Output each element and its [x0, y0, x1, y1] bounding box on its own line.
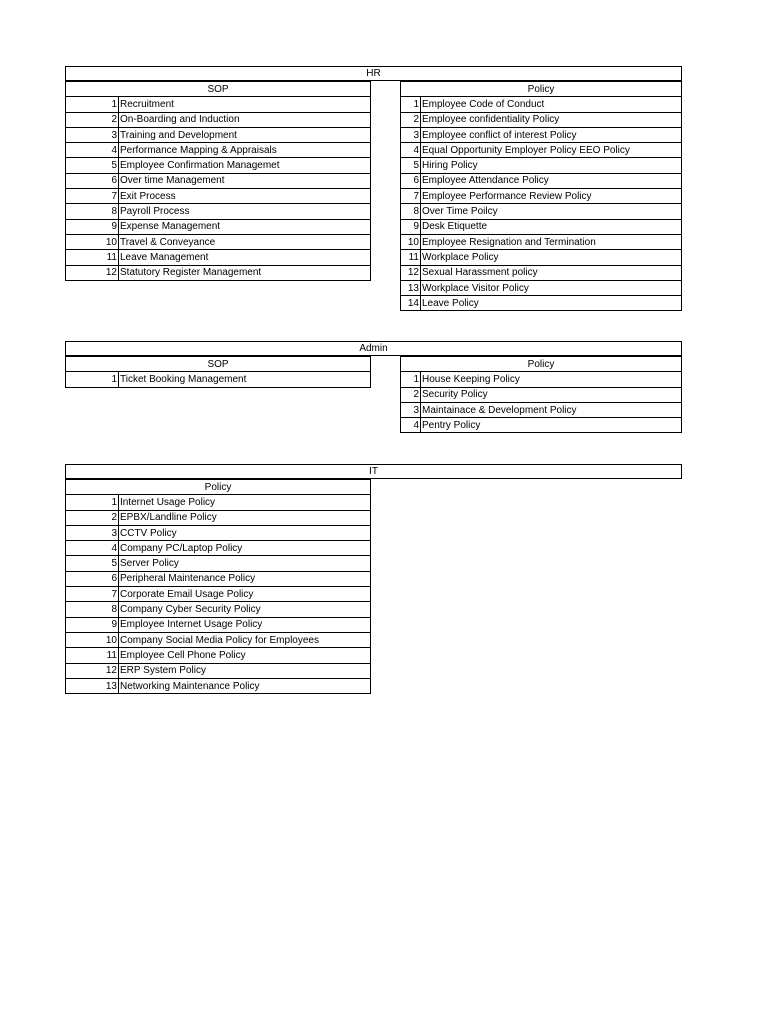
hr-sop-header: SOP — [66, 82, 371, 97]
item-title: Desk Etiquette — [421, 219, 682, 234]
item-number: 8 — [66, 204, 119, 219]
item-title: Over Time Poilcy — [421, 204, 682, 219]
table-row — [401, 280, 682, 295]
item-number: 3 — [66, 127, 119, 142]
admin-policy-table — [400, 356, 682, 433]
item-number: 7 — [401, 189, 421, 204]
item-title: Over time Management — [119, 173, 371, 188]
admin-title: Admin — [65, 341, 682, 356]
table-row — [66, 372, 371, 387]
item-number: 2 — [66, 112, 119, 127]
item-number: 10 — [66, 632, 119, 647]
item-title: Travel & Conveyance — [119, 234, 371, 249]
item-title: Recruitment — [119, 97, 371, 112]
item-title: Employee Performance Review Policy — [421, 189, 682, 204]
it-title: IT — [65, 464, 682, 479]
item-number: 8 — [401, 204, 421, 219]
item-title: Employee Cell Phone Policy — [119, 648, 371, 663]
table-row — [401, 219, 682, 234]
item-number: 4 — [401, 418, 421, 433]
table-row — [401, 143, 682, 158]
item-title: Company Social Media Policy for Employees — [119, 632, 371, 647]
item-title: Statutory Register Management — [119, 265, 371, 280]
item-title: Corporate Email Usage Policy — [119, 587, 371, 602]
item-number: 5 — [66, 556, 119, 571]
table-row — [66, 587, 371, 602]
table-row — [401, 234, 682, 249]
item-title: Leave Policy — [421, 296, 682, 311]
item-number: 9 — [66, 219, 119, 234]
item-title: Maintainace & Development Policy — [421, 402, 682, 417]
table-row — [401, 418, 682, 433]
item-number: 3 — [66, 525, 119, 540]
table-row — [401, 296, 682, 311]
item-title: Workplace Visitor Policy — [421, 280, 682, 295]
table-row — [401, 387, 682, 402]
item-title: On-Boarding and Induction — [119, 112, 371, 127]
table-row — [66, 204, 371, 219]
item-title: Equal Opportunity Employer Policy EEO Policy — [421, 143, 682, 158]
item-title: Employee confidentiality Policy — [421, 112, 682, 127]
table-row — [66, 495, 371, 510]
item-number: 11 — [66, 250, 119, 265]
item-title: Performance Mapping & Appraisals — [119, 143, 371, 158]
item-title: Networking Maintenance Policy — [119, 678, 371, 693]
item-number: 5 — [401, 158, 421, 173]
item-title: Peripheral Maintenance Policy — [119, 571, 371, 586]
table-row — [66, 158, 371, 173]
item-title: EPBX/Landline Policy — [119, 510, 371, 525]
item-number: 6 — [66, 173, 119, 188]
table-row — [66, 571, 371, 586]
table-row — [66, 663, 371, 678]
item-number: 2 — [401, 387, 421, 402]
item-number: 2 — [401, 112, 421, 127]
item-title: Employee Resignation and Termination — [421, 234, 682, 249]
item-title: Payroll Process — [119, 204, 371, 219]
hr-section — [65, 66, 682, 309]
item-title: Expense Management — [119, 219, 371, 234]
item-number: 9 — [401, 219, 421, 234]
item-title: Employee Internet Usage Policy — [119, 617, 371, 632]
item-number: 3 — [401, 127, 421, 142]
item-number: 10 — [66, 234, 119, 249]
table-row — [66, 541, 371, 556]
item-number: 1 — [66, 495, 119, 510]
item-number: 12 — [401, 265, 421, 280]
item-number: 1 — [66, 97, 119, 112]
item-number: 2 — [66, 510, 119, 525]
table-row — [66, 556, 371, 571]
item-title: Ticket Booking Management — [119, 372, 371, 387]
item-number: 4 — [66, 541, 119, 556]
table-row — [66, 189, 371, 204]
it-policy-header: Policy — [66, 480, 371, 495]
item-title: Security Policy — [421, 387, 682, 402]
item-title: Server Policy — [119, 556, 371, 571]
item-number: 6 — [66, 571, 119, 586]
item-number: 7 — [66, 587, 119, 602]
item-number: 1 — [401, 372, 421, 387]
admin-section — [65, 341, 682, 431]
item-title: Sexual Harassment policy — [421, 265, 682, 280]
item-number: 1 — [401, 97, 421, 112]
item-title: Exit Process — [119, 189, 371, 204]
item-title: Leave Management — [119, 250, 371, 265]
item-number: 9 — [66, 617, 119, 632]
item-number: 5 — [66, 158, 119, 173]
item-title: Training and Development — [119, 127, 371, 142]
item-number: 4 — [66, 143, 119, 158]
table-row — [401, 127, 682, 142]
admin-sop-header: SOP — [66, 357, 371, 372]
table-row — [401, 158, 682, 173]
item-title: Internet Usage Policy — [119, 495, 371, 510]
admin-sop-table — [65, 356, 371, 388]
table-row — [66, 219, 371, 234]
item-title: Employee conflict of interest Policy — [421, 127, 682, 142]
table-row — [66, 648, 371, 663]
it-section — [65, 464, 682, 692]
table-row — [66, 143, 371, 158]
item-number: 11 — [66, 648, 119, 663]
item-number: 11 — [401, 250, 421, 265]
it-policy-table — [65, 479, 371, 694]
item-number: 13 — [401, 280, 421, 295]
table-row — [66, 265, 371, 280]
table-row — [66, 112, 371, 127]
admin-policy-header: Policy — [401, 357, 682, 372]
item-number: 13 — [66, 678, 119, 693]
table-row — [66, 602, 371, 617]
item-title: ERP System Policy — [119, 663, 371, 678]
item-title: Employee Code of Conduct — [421, 97, 682, 112]
item-title: CCTV Policy — [119, 525, 371, 540]
item-number: 6 — [401, 173, 421, 188]
item-title: Employee Confirmation Managemet — [119, 158, 371, 173]
table-row — [66, 678, 371, 693]
table-row — [401, 97, 682, 112]
item-title: Hiring Policy — [421, 158, 682, 173]
table-row — [401, 265, 682, 280]
table-row — [401, 250, 682, 265]
table-row — [401, 402, 682, 417]
item-number: 10 — [401, 234, 421, 249]
table-row — [66, 127, 371, 142]
item-title: Employee Attendance Policy — [421, 173, 682, 188]
item-title: Pentry Policy — [421, 418, 682, 433]
hr-sop-table — [65, 81, 371, 281]
item-number: 3 — [401, 402, 421, 417]
table-row — [66, 234, 371, 249]
item-number: 12 — [66, 265, 119, 280]
table-row — [66, 250, 371, 265]
item-number: 4 — [401, 143, 421, 158]
hr-title: HR — [65, 66, 682, 81]
table-row — [401, 112, 682, 127]
item-number: 12 — [66, 663, 119, 678]
item-title: House Keeping Policy — [421, 372, 682, 387]
item-number: 1 — [66, 372, 119, 387]
hr-policy-table — [400, 81, 682, 311]
item-title: Workplace Policy — [421, 250, 682, 265]
item-number: 7 — [66, 189, 119, 204]
table-row — [66, 525, 371, 540]
hr-policy-header: Policy — [401, 82, 682, 97]
table-row — [66, 97, 371, 112]
table-row — [401, 173, 682, 188]
table-row — [66, 510, 371, 525]
item-title: Company PC/Laptop Policy — [119, 541, 371, 556]
table-row — [401, 204, 682, 219]
table-row — [401, 372, 682, 387]
table-row — [401, 189, 682, 204]
table-row — [66, 173, 371, 188]
item-title: Company Cyber Security Policy — [119, 602, 371, 617]
item-number: 14 — [401, 296, 421, 311]
table-row — [66, 617, 371, 632]
table-row — [66, 632, 371, 647]
item-number: 8 — [66, 602, 119, 617]
